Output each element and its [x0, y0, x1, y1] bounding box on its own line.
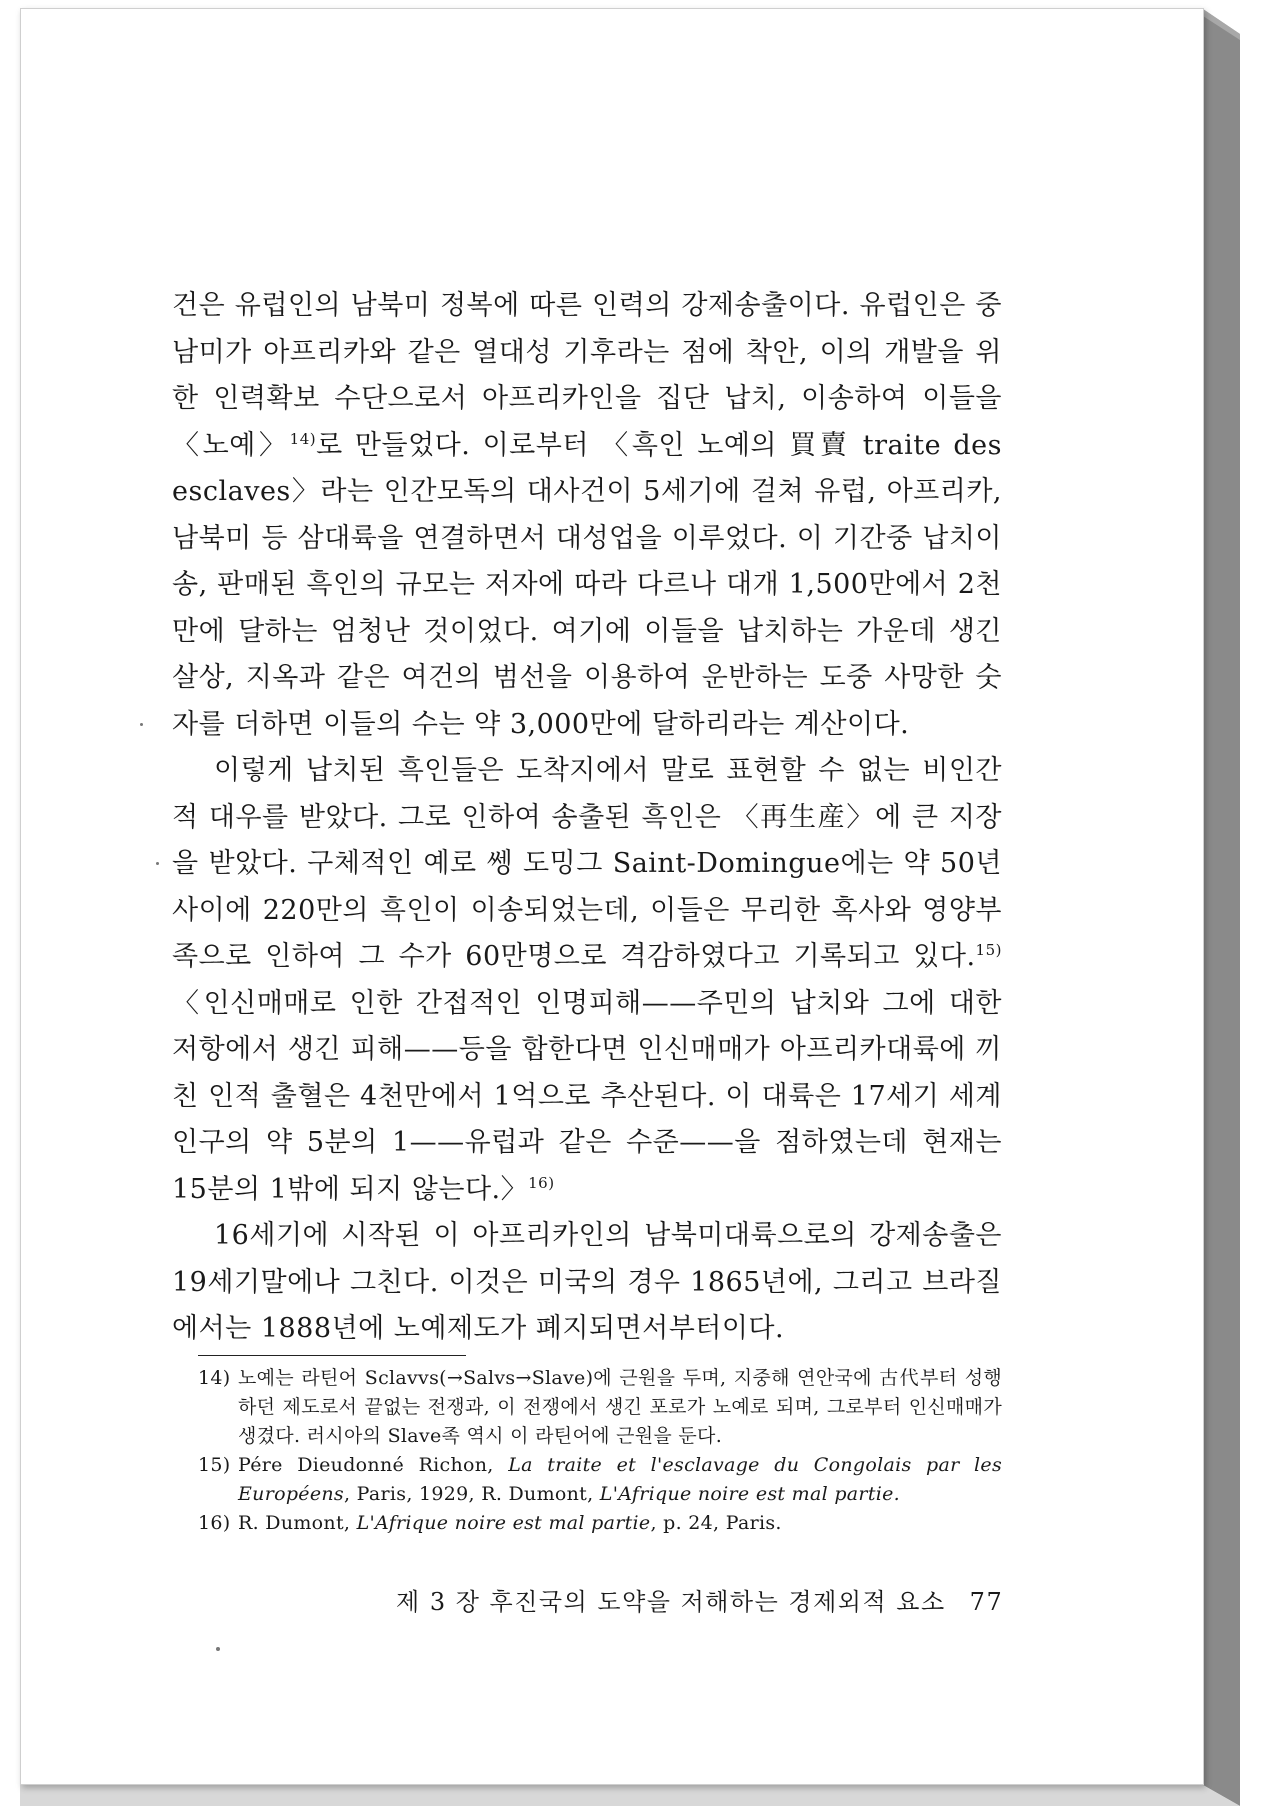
footnote-author: R. Dumont,: [238, 1512, 357, 1534]
paragraph-2-part-b: 〈인신매매로 인한 간접적인 인명피해——주민의 납치와 그에 대한 저항에서 생긴 피해——등을 합한다면 인신매매가 아프리카대륙에 끼친 인적 출혈은 4천만에서 1억으로 추산된다. 이 대륙은 17세기 세계인구의 약 5분의 1——유럽과 같은 수준——을 점하였는데 현재는 15분의 1밖에 되지 않는다.〉: [172, 987, 1002, 1205]
footnote-detail: , Paris, 1929, R. Dumont,: [343, 1483, 600, 1505]
paragraph-1: [172, 283, 1002, 748]
footnote-detail: , p. 24, Paris.: [650, 1512, 782, 1534]
page-number: 77: [969, 1588, 1004, 1616]
scan-speck: [156, 862, 159, 865]
footnote-title: La traite et l'esclavage du Congolais par les Européens: [238, 1454, 1003, 1505]
paragraph-2: [172, 748, 1002, 1213]
body-text: [172, 283, 1002, 1353]
footnote-number: 15): [198, 1454, 231, 1476]
footnote-ref-15: 15): [975, 941, 1002, 959]
running-footer: [396, 1582, 1004, 1617]
paragraph-2-part-a: 이렇게 납치된 흑인들은 도착지에서 말로 표현할 수 없는 비인간적 대우를 받았다. 그로 인하여 송출된 흑인은 〈再生産〉에 큰 지장을 받았다. 구체적인 예로 쎙 도밍그 Saint-Domingue에는 약 50년 사이에 220만의 흑인이 이송되었는데, 이들은 무리한 혹사와 영양부족으로 인하여 그 수가 60만명으로 격감하였다고 기록되고 있다.: [172, 755, 1002, 972]
footnote-number: 16): [198, 1512, 231, 1534]
paragraph-1-part-a: 건은 유럽인의 남북미 정복에 따른 인력의 강제송출이다. 유럽인은 중남미가 아프리카와 같은 열대성 기후라는 점에 착안, 이의 개발을 위한 인력확보 수단으로서 아프리카인을 집단 납치, 이송하여 이들을 〈노예〉: [172, 290, 1002, 461]
footnote-title: L'Afrique noire est mal partie: [356, 1512, 651, 1534]
footnote-16: [198, 1509, 1002, 1538]
footnote-title-2: L'Afrique noire est mal partie.: [599, 1483, 901, 1505]
footnote-14: [198, 1364, 1002, 1451]
footnote-text: 노예는 라틴어 Sclavvs(→Salvs→Slave)에 근원을 두며, 지중해 연안국에 古代부터 성행하던 제도로서 끝없는 전쟁과, 이 전쟁에서 생긴 포로가 노예로 되며, 그로부터 인신매매가 생겼다. 러시아의 Slave족 역시 이 라틴어에 근원을 둔다.: [238, 1367, 1002, 1447]
paragraph-3: 16세기에 시작된 이 아프리카인의 남북미대륙으로의 강제송출은 19세기말에나 그친다. 이것은 미국의 경우 1865년에, 그리고 브라질에서는 1888년에 노예제도가 폐지되면서부터이다.: [172, 1220, 1002, 1344]
footnote-ref-14: 14): [289, 429, 317, 448]
footnote-author: Pére Dieudonné Richon,: [238, 1454, 509, 1476]
footnote-text: [238, 1509, 1002, 1538]
footnote-text: [238, 1451, 1002, 1509]
paragraph-1-part-b: 로 만들었다. 이로부터 〈흑인 노예의 買賣 traite des esclaves〉라는 인간모독의 대사건이 5세기에 걸쳐 유럽, 아프리카, 남북미 등 삼대륙을 연결하면서 대성업을 이루었다. 이 기간중 납치이송, 판매된 흑인의 규모는 저자에 따라 다르나 대개 1,500만에서 2천만에 달하는 엄청난 것이었다. 여기에 이들을 납치하는 가운데 생긴 살상, 지옥과 같은 여건의 범선을 이용하여 운반하는 도중 사망한 숫자를 더하면 이들의 수는 약 3,000만에 달하리라는 계산이다.: [172, 429, 1002, 740]
scan-speck: [216, 1647, 220, 1651]
footnote-rule: [198, 1355, 466, 1356]
footnote-ref-16: 16): [528, 1173, 555, 1192]
footnote-number: 14): [198, 1367, 231, 1389]
footnote-15: [198, 1451, 1002, 1509]
footnotes: [198, 1364, 1002, 1538]
chapter-title: 제 3 장 후진국의 도약을 저해하는 경제외적 요소: [396, 1588, 946, 1616]
scan-speck: [140, 723, 143, 726]
